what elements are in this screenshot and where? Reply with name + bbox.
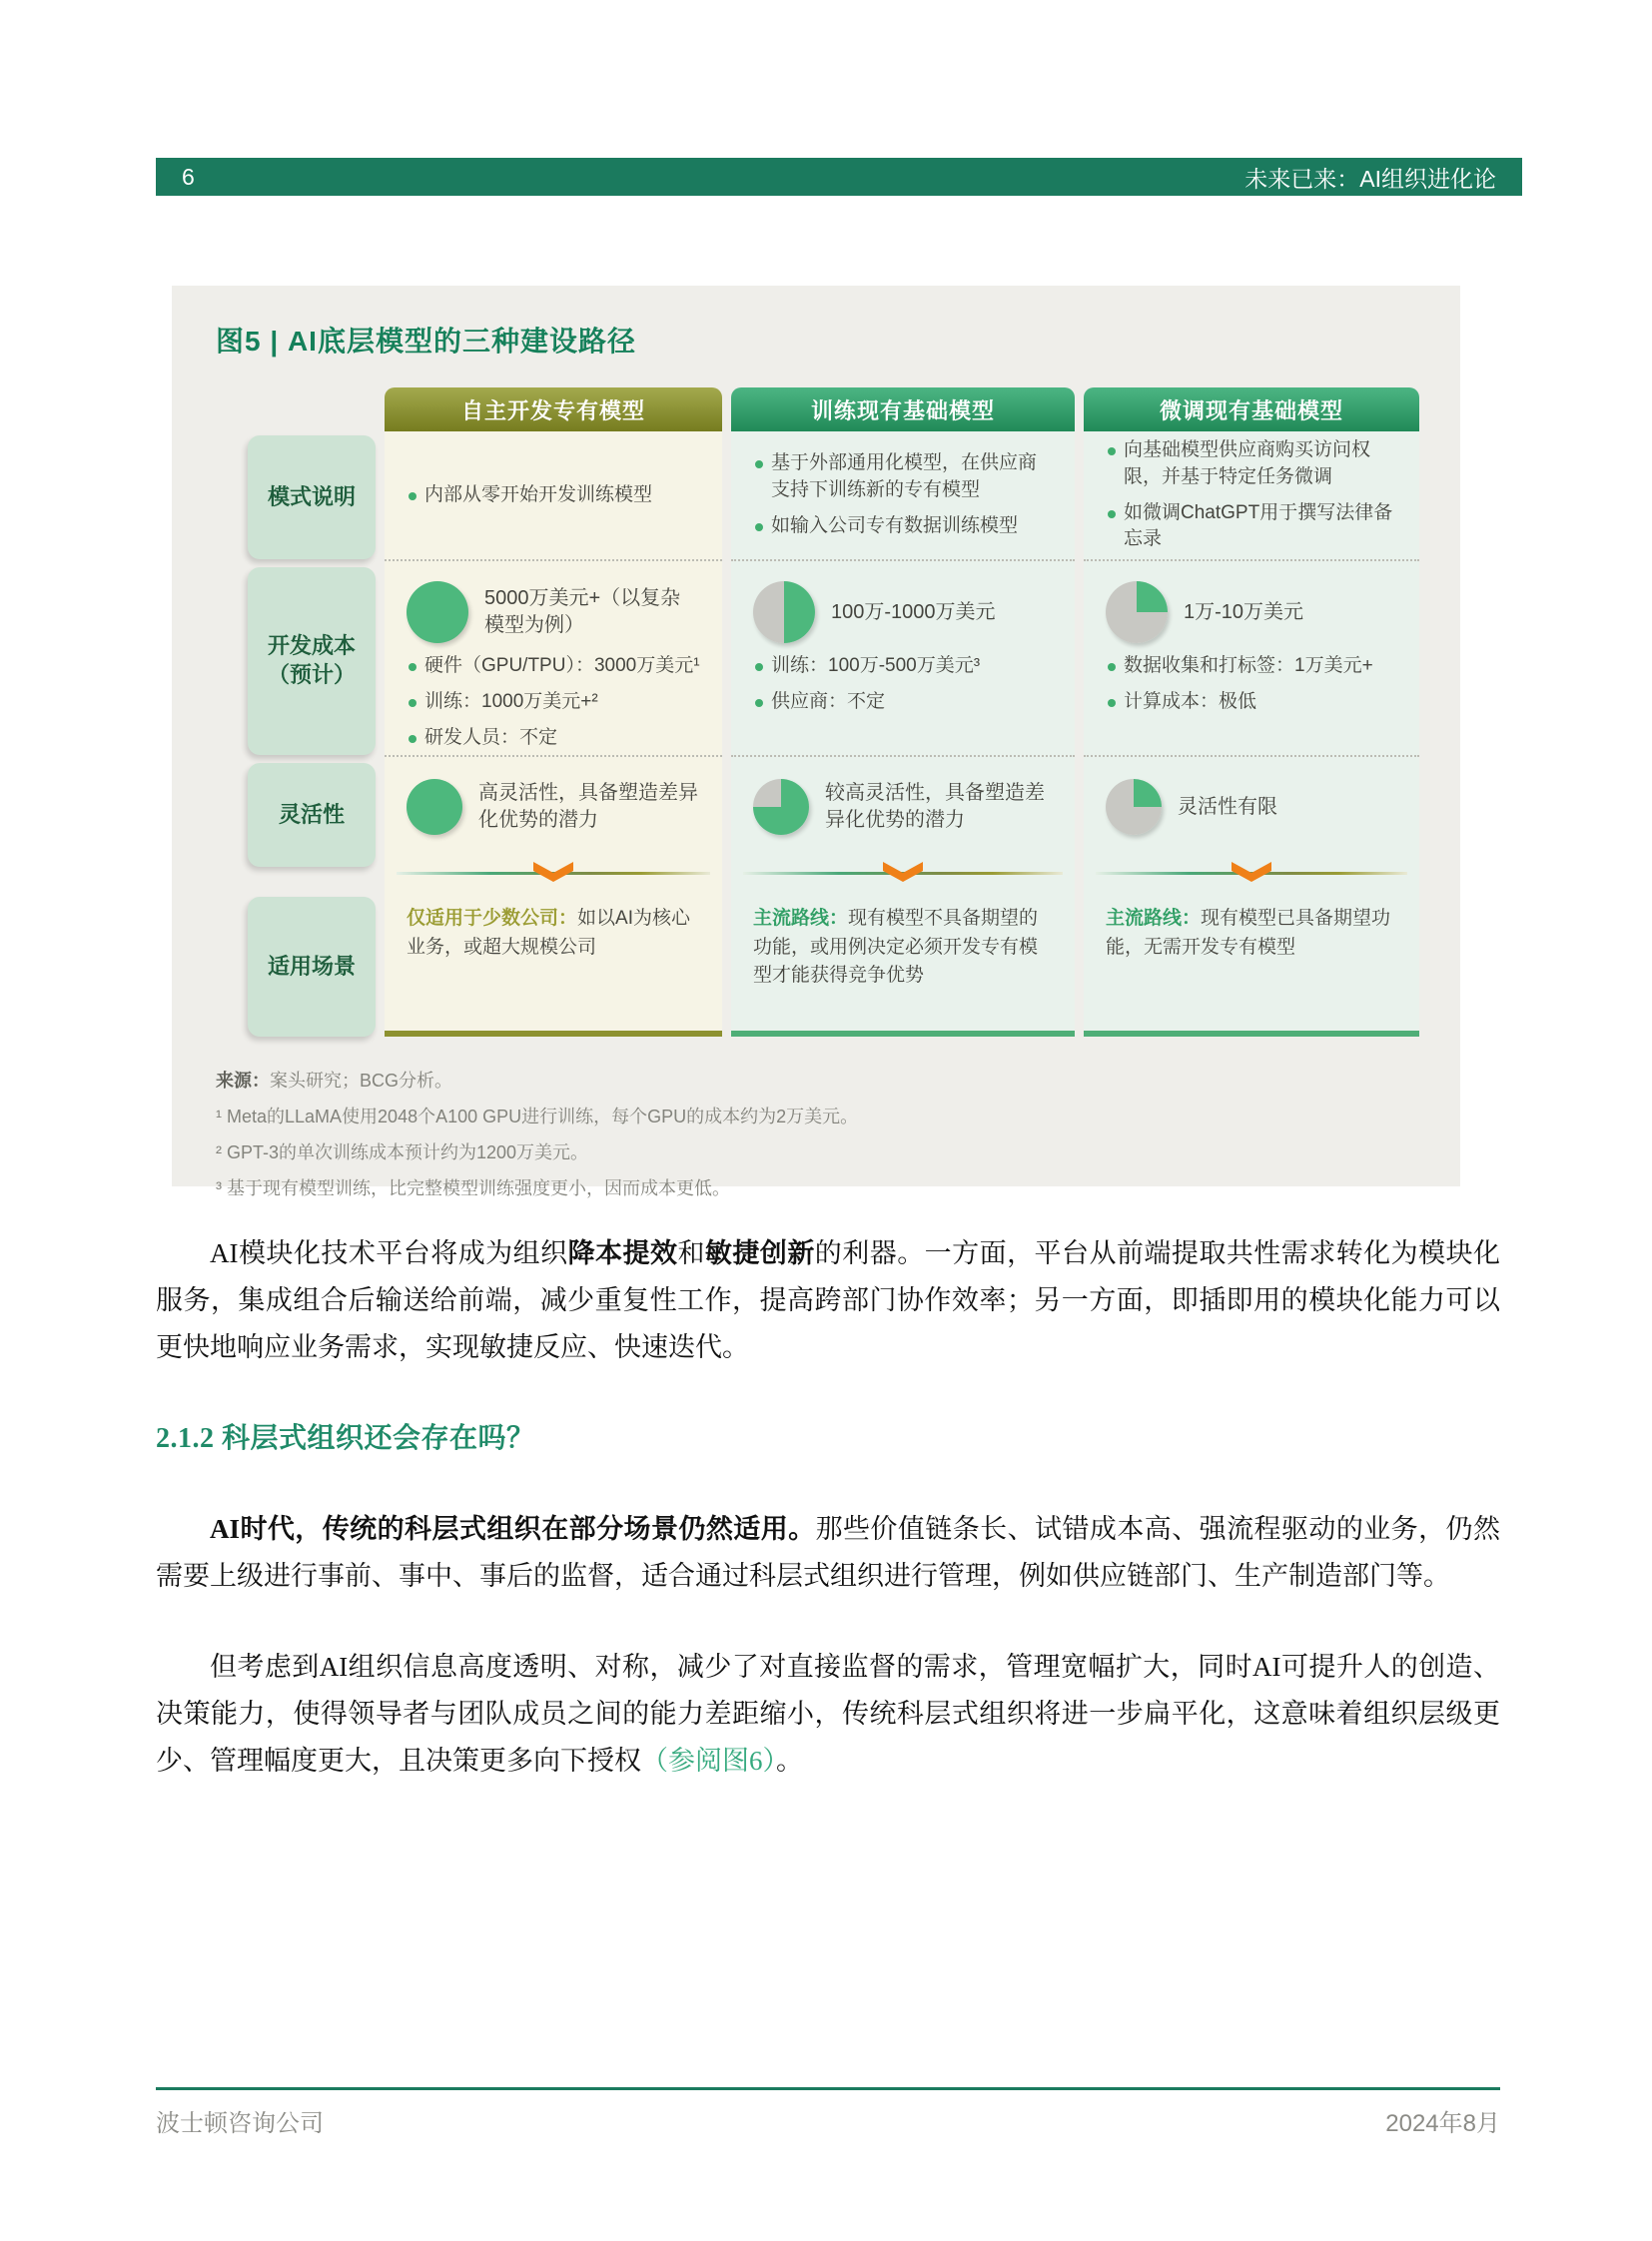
cell-cost-3: 1万-10万美元 数据收集和打标签：1万美元+ 计算成本：极低: [1084, 559, 1419, 755]
section-heading: 2.1.2 科层式组织还会存在吗？: [156, 1423, 535, 1454]
figure-title: 图5 | AI底层模型的三种建设路径: [216, 326, 636, 357]
paragraph-3: [156, 1644, 1500, 1785]
paragraph-2: [156, 1506, 1500, 1600]
figure-panel: [172, 286, 1460, 1198]
bullet-list: [753, 441, 1053, 549]
cell-scenario-3: 主流路线：现有模型已具备期望功能，无需开发专有模型: [1106, 908, 1391, 958]
pie-chart-icon: [753, 581, 815, 643]
page-number: 6: [182, 163, 195, 190]
figure-footnotes: [216, 1063, 1416, 1206]
paragraph-1: [156, 1230, 1500, 1371]
body-text: [156, 1230, 1500, 1829]
row-label-flexibility: 灵活性: [248, 763, 376, 867]
scenario-keyword: 主流路线：: [753, 908, 849, 929]
text-segment: 敏捷创新: [704, 1238, 815, 1268]
bullet-list: [1106, 428, 1397, 563]
bullet-item: 向基础模型供应商购买访问权限，并基于特定任务微调: [1106, 437, 1397, 491]
footer-company: 波士顿咨询公司: [156, 2110, 324, 2137]
column-train-existing: [731, 387, 1075, 1037]
page-footer: [156, 2103, 1500, 2138]
bullet-list: [407, 473, 652, 518]
bullet-item: 如微调ChatGPT用于撰写法律备忘录: [1106, 500, 1397, 554]
cell-flex-2: 较高灵活性，具备塑造差异化优势的潜力: [731, 755, 1075, 891]
bullet-list: [753, 653, 1053, 716]
header-title: 未来已来：AI组织进化论: [1244, 165, 1496, 192]
column-finetune-existing: [1084, 387, 1419, 1037]
column-header-train-existing: 训练现有基础模型: [731, 387, 1075, 431]
cell-mode-2: [731, 431, 1075, 559]
pie-chart-icon: [407, 581, 468, 643]
cell-mode-3: [1084, 431, 1419, 559]
column-header-self-develop: 自主开发专有模型: [385, 387, 722, 431]
column-card-finetune-existing: [1084, 431, 1419, 1037]
cell-cost-1: 5000万美元+（以复杂模型为例） 硬件（GPU/TPU）：3000万美元¹ 训练：1000万美元+² 研发人员：不定: [385, 559, 722, 755]
text-segment: 和: [677, 1238, 705, 1268]
cell-flex-1: 高灵活性，具备塑造差异化优势的潜力: [385, 755, 722, 891]
source-note: 来源：案头研究；BCG分析。: [216, 1071, 453, 1091]
text-segment: 的利器。一方面，平台从前端提取共性需求转化为模块化服务，集成组合后输送给前端，减少重复性工作，提高跨部门协作效率；另一方面，即插即用的模块化能力可以更快地响应业务需求，实现敏捷反应、快速迭代。: [156, 1238, 1501, 1362]
path-indicator: [397, 861, 710, 885]
column-self-develop: [385, 387, 722, 1037]
text-segment: 降本提效: [567, 1238, 678, 1268]
path-indicator: [1096, 861, 1407, 885]
cell-flex-3: 灵活性有限: [1084, 755, 1419, 891]
bullet-list: [1106, 653, 1397, 716]
figure-reference-link[interactable]: （参阅图6）: [641, 1746, 776, 1776]
footer-rule: [156, 2087, 1500, 2090]
figure-table: [248, 387, 1416, 1037]
chevron-down-icon: [530, 861, 576, 883]
pie-chart-icon: [407, 779, 462, 835]
chevron-down-icon: [1229, 861, 1274, 883]
column-header-finetune-existing: 微调现有基础模型: [1084, 387, 1419, 431]
cell-cost-2: 100万-1000万美元 训练：100万-500万美元³ 供应商：不定: [731, 559, 1075, 755]
bullet-item: 研发人员：不定: [407, 725, 700, 752]
scenario-keyword: 主流路线：: [1106, 908, 1202, 929]
pie-chart-icon: [753, 779, 809, 835]
bullet-item: 基于外部通用化模型，在供应商支持下训练新的专有模型: [753, 450, 1053, 504]
text-segment: 但考虑到AI组织信息高度透明、对称，减少了对直接监督的需求，管理宽幅扩大，同时AI可提升人的创造、决策能力，使得领导者与团队成员之间的能力差距缩小，传统科层式组织将进一步扁平化，这意味着组织层级更少、管理幅度更大，且决策更多向下授权: [156, 1652, 1500, 1776]
path-indicator: [743, 861, 1063, 885]
row-label-cost: 开发成本 （预计）: [248, 567, 376, 755]
scenario-keyword: 仅适用于少数公司：: [407, 908, 578, 929]
pie-chart-icon: [1106, 581, 1168, 643]
cell-mode-1: [385, 431, 722, 559]
text-segment: 。: [776, 1746, 803, 1776]
bullet-item: 数据收集和打标签：1万美元+: [1106, 653, 1397, 680]
cell-scenario-1: 仅适用于少数公司：如以AI为核心业务，或超大规模公司: [407, 908, 690, 958]
footnote-1: ¹ Meta的LLaMA使用2048个A100 GPU进行训练，每个GPU的成本约为2万美元。: [216, 1107, 859, 1126]
bullet-item: 训练：100万-500万美元³: [753, 653, 1053, 680]
bullet-item: 训练：1000万美元+²: [407, 689, 700, 716]
pie-chart-icon: [1106, 779, 1162, 835]
footer-date: 2024年8月: [1385, 2110, 1500, 2137]
bullet-item: 如输入公司专有数据训练模型: [753, 513, 1053, 540]
page-header-bar: [156, 158, 1522, 196]
bullet-item: 供应商：不定: [753, 689, 1053, 716]
text-segment: AI时代，传统的科层式组织在部分场景仍然适用。: [210, 1514, 816, 1544]
column-card-self-develop: [385, 431, 722, 1037]
bullet-item: 内部从零开始开发训练模型: [407, 482, 652, 509]
row-label-scenario: 适用场景: [248, 897, 376, 1037]
label-column-spacer: [248, 387, 376, 435]
footnote-3: ³ 基于现有模型训练，比完整模型训练强度更小，因而成本更低。: [216, 1178, 730, 1198]
chevron-down-icon: [880, 861, 926, 883]
bullet-item: 计算成本：极低: [1106, 689, 1397, 716]
text-segment: 那些价值链条长、试错成本高、强流程驱动的业务，仍然需要上级进行事前、事中、事后的监督，适合通过科层式组织进行管理，例如供应链部门、生产制造部门等。: [156, 1514, 1500, 1591]
row-label-mode: 模式说明: [248, 435, 376, 559]
row-label-column: [248, 387, 376, 1037]
text-segment: AI模块化技术平台将成为组织: [210, 1238, 568, 1268]
bullet-list: [407, 653, 700, 752]
cell-scenario-2: 主流路线：现有模型不具备期望的功能，或用例决定必须开发专有模型才能获得竞争优势: [753, 908, 1039, 986]
bullet-item: 硬件（GPU/TPU）：3000万美元¹: [407, 653, 700, 680]
column-card-train-existing: [731, 431, 1075, 1037]
footnote-2: ² GPT-3的单次训练成本预计约为1200万美元。: [216, 1142, 589, 1162]
